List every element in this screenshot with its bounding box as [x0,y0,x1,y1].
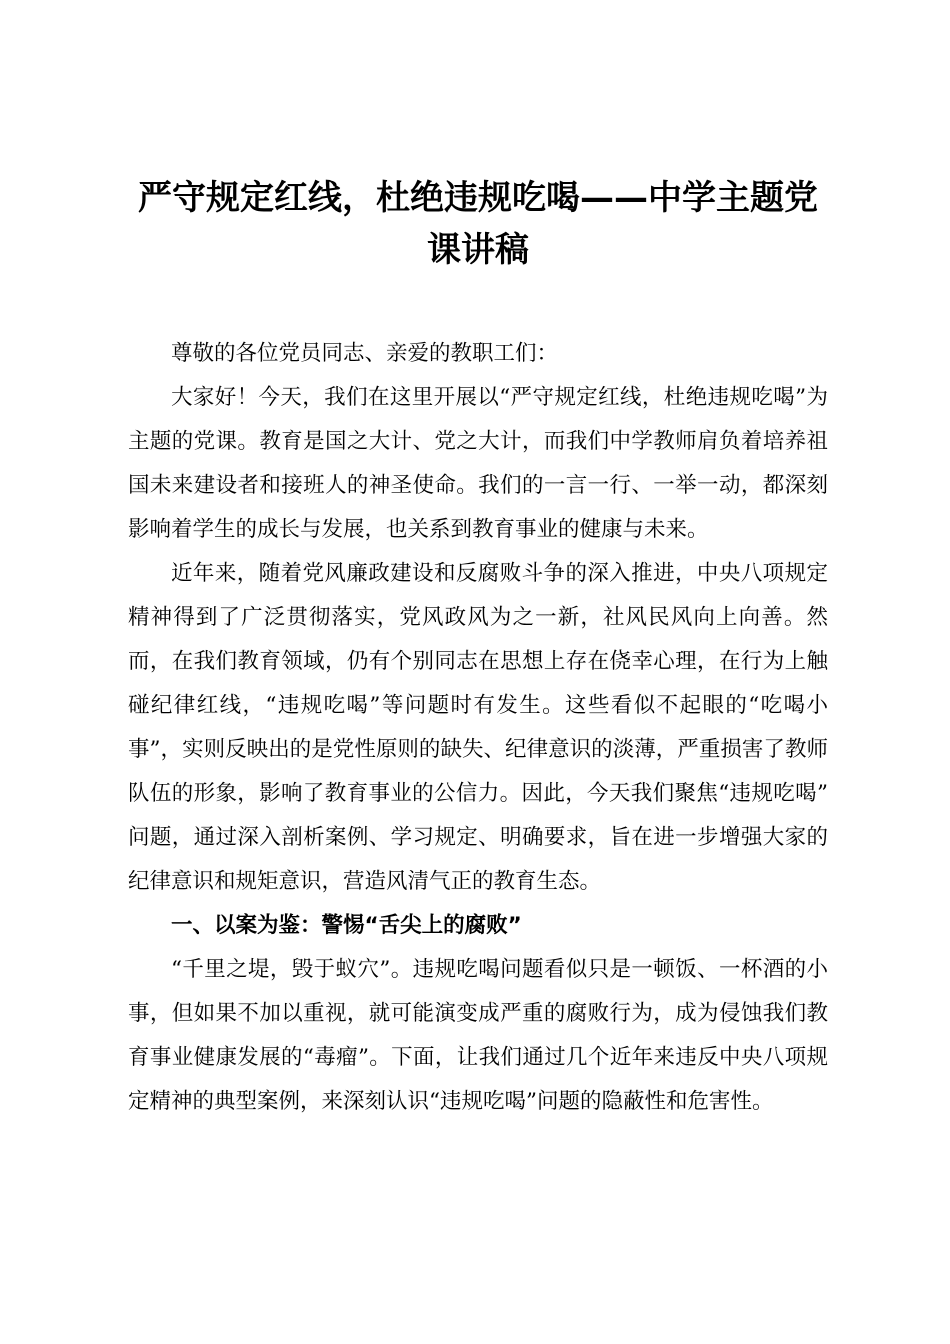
paragraph-section1-intro: “千里之堤，毁于蚁穴”。违规吃喝问题看似只是一顿饭、一杯酒的小事，但如果不加以重视，就可能演变成严重的腐败行为，成为侵蚀我们教育事业健康发展的“毒瘤”。下面，让我们通过几个近年来违反中央八项规定精神的典型案例，来深刻认识“违规吃喝”问题的隐蔽性和危害性。 [128,957,828,1114]
document-title: 严守规定红线，杜绝违规吃喝——中学主题党课讲稿 [138,178,818,270]
paragraph-opening: 大家好！今天，我们在这里开展以“严守规定红线，杜绝违规吃喝”为主题的党课。教育是国之大计、党之大计，而我们中学教师肩负着培养祖国未来建设者和接班人的神圣使命。我们的一言一行、一举一动，都深刻影响着学生的成长与发展，也关系到教育事业的健康与未来。 [128,385,828,542]
document-body [128,332,828,1124]
paragraph-background: 近年来，随着党风廉政建设和反腐败斗争的深入推进，中央八项规定精神得到了广泛贯彻落实，党风政风为之一新，社风民风向上向善。然而，在我们教育领域，仍有个别同志在思想上存在侥幸心理，在行为上触碰纪律红线，“违规吃喝”等问题时有发生。这些看似不起眼的“吃喝小事”，实则反映出的是党性原则的缺失、纪律意识的淡薄，严重损害了教师队伍的形象，影响了教育事业的公信力。因此，今天我们聚焦“违规吃喝”问题，通过深入剖析案例、学习规定、明确要求，旨在进一步增强大家的纪律意识和规矩意识，营造风清气正的教育生态。 [128,561,828,894]
paragraph-salutation: 尊敬的各位党员同志、亲爱的教职工们： [171,341,559,366]
section-heading-1: 一、以案为鉴：警惕“舌尖上的腐败” [171,913,522,938]
